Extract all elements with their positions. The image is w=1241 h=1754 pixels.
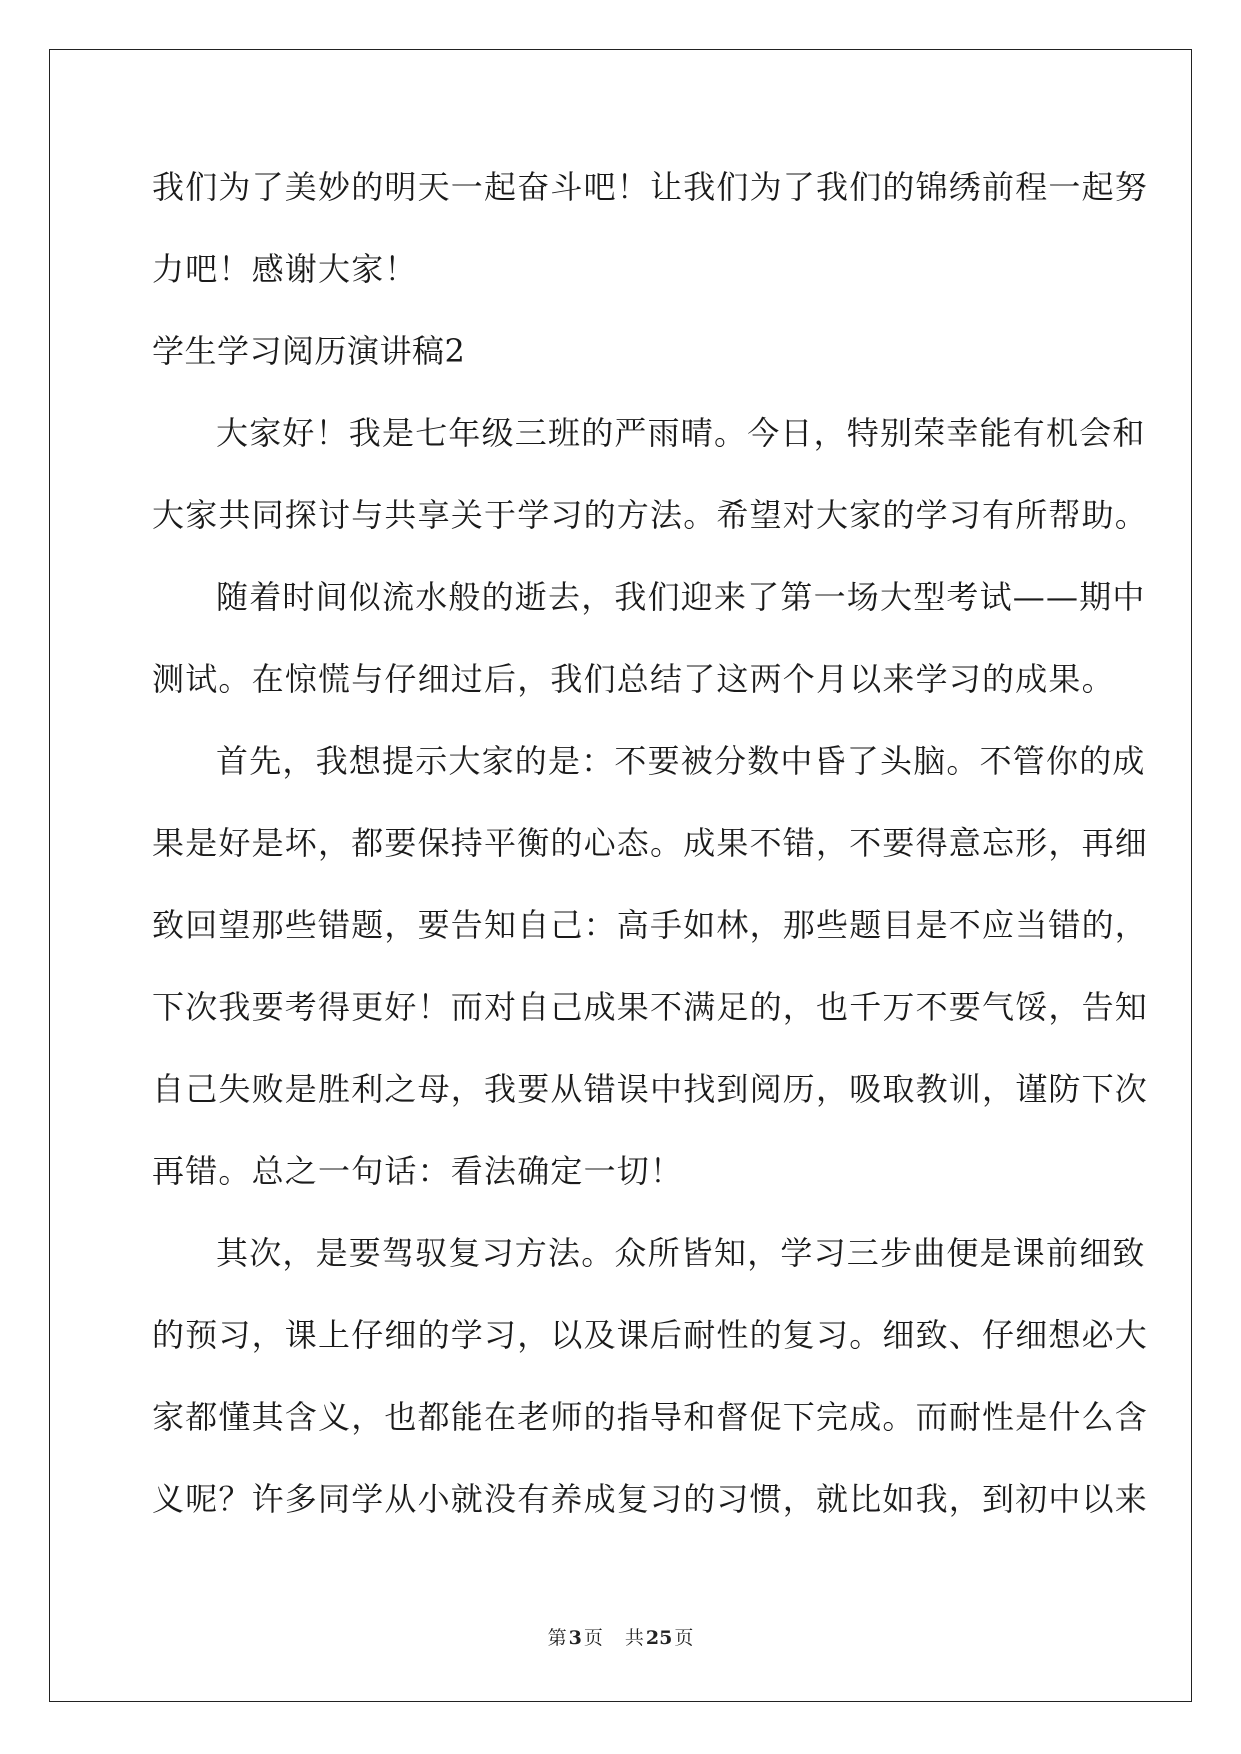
total-suffix: 页 bbox=[674, 1627, 694, 1649]
paragraph-first-line: 大家好！我是七年级三班的严雨晴。今日，特别荣幸能有机会和 bbox=[216, 414, 1146, 452]
text-line: 果是好是坏，都要保持平衡的心态。成果不错，不要得意忘形，再细 bbox=[152, 824, 1149, 862]
page-footer bbox=[0, 1623, 1241, 1650]
total-prefix: 共 bbox=[624, 1627, 644, 1649]
document-body bbox=[152, 159, 1149, 1553]
text-line: 的预习，课上仔细的学习，以及课后耐性的复习。细致、仔细想必大 bbox=[152, 1316, 1149, 1354]
text-line: 我们为了美妙的明天一起奋斗吧！让我们为了我们的锦绣前程一起努 bbox=[152, 168, 1149, 206]
text-line: 大家共同探讨与共享关于学习的方法。希望对大家的学习有所帮助。 bbox=[152, 496, 1149, 534]
section-heading: 学生学习阅历演讲稿2 bbox=[152, 332, 466, 370]
page-suffix: 页 bbox=[583, 1627, 603, 1649]
paragraph-first-line: 其次，是要驾驭复习方法。众所皆知，学习三步曲便是课前细致 bbox=[216, 1234, 1146, 1272]
text-line: 测试。在惊慌与仔细过后，我们总结了这两个月以来学习的成果。 bbox=[152, 660, 1115, 698]
text-line: 致回望那些错题，要告知自己：高手如林，那些题目是不应当错的， bbox=[152, 906, 1149, 944]
paragraph-first-line: 首先，我想提示大家的是：不要被分数中昏了头脑。不管你的成 bbox=[216, 742, 1146, 780]
text-line: 自己失败是胜利之母，我要从错误中找到阅历，吸取教训，谨防下次 bbox=[152, 1070, 1149, 1108]
page-prefix: 第 bbox=[547, 1627, 567, 1649]
text-line: 义呢？许多同学从小就没有养成复习的习惯，就比如我，到初中以来 bbox=[152, 1480, 1149, 1518]
text-line: 力吧！感谢大家！ bbox=[152, 250, 418, 288]
text-line: 再错。总之一句话：看法确定一切！ bbox=[152, 1152, 684, 1190]
text-line: 下次我要考得更好！而对自己成果不满足的，也千万不要气馁，告知 bbox=[152, 988, 1149, 1026]
text-line: 家都懂其含义，也都能在老师的指导和督促下完成。而耐性是什么含 bbox=[152, 1398, 1149, 1436]
paragraph-first-line: 随着时间似流水般的逝去，我们迎来了第一场大型考试——期中 bbox=[216, 578, 1146, 616]
current-page-number: 3 bbox=[568, 1627, 582, 1649]
total-pages-number: 25 bbox=[645, 1627, 673, 1649]
